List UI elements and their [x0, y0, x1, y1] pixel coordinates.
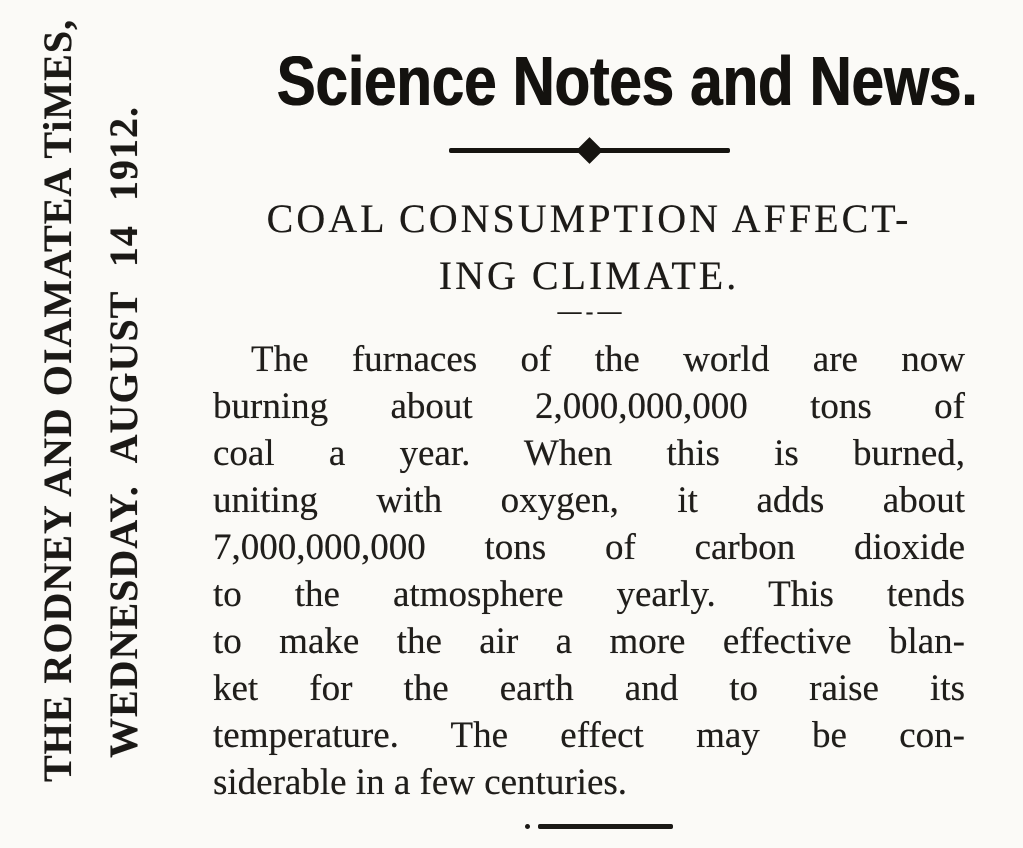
- body-line: burning about 2,000,000,000 tons of: [213, 386, 965, 427]
- diamond-icon: [576, 137, 603, 164]
- headline-line-2: ING CLIMATE.: [438, 253, 740, 298]
- article-column: [213, 0, 978, 829]
- body-line: temperature. The effect may be con-: [213, 715, 965, 756]
- masthead-vertical-text: THE RODNEY AND OIAMATEA TiMES,: [35, 18, 80, 782]
- body-line: 7,000,000,000 tons of carbon dioxide: [213, 527, 965, 568]
- body-line: uniting with oxygen, it adds about: [213, 480, 965, 521]
- divider-line-left: [449, 148, 581, 153]
- article-headline: [213, 190, 965, 304]
- headline-line-1: COAL CONSUMPTION AFFECT-: [266, 196, 912, 241]
- body-line: The furnaces of the world are now: [251, 339, 965, 380]
- issue-date-vertical-text: WEDNESDAY. AUGUST 14 1912.: [101, 106, 146, 758]
- body-line: to make the air a more effective blan-: [213, 621, 965, 662]
- title-divider: [213, 140, 965, 160]
- body-line: ket for the earth and to raise its: [213, 668, 965, 709]
- divider-line-right: [598, 148, 730, 153]
- headline-divider-dashes: — - —: [557, 299, 621, 325]
- article-body: [213, 336, 965, 806]
- body-line: to the atmosphere yearly. This tends: [213, 574, 965, 615]
- end-rule: [538, 824, 673, 829]
- body-line: siderable in a few centuries.: [213, 762, 628, 803]
- body-line: coal a year. When this is burned,: [213, 433, 965, 474]
- section-title: Science Notes and News.: [276, 42, 978, 120]
